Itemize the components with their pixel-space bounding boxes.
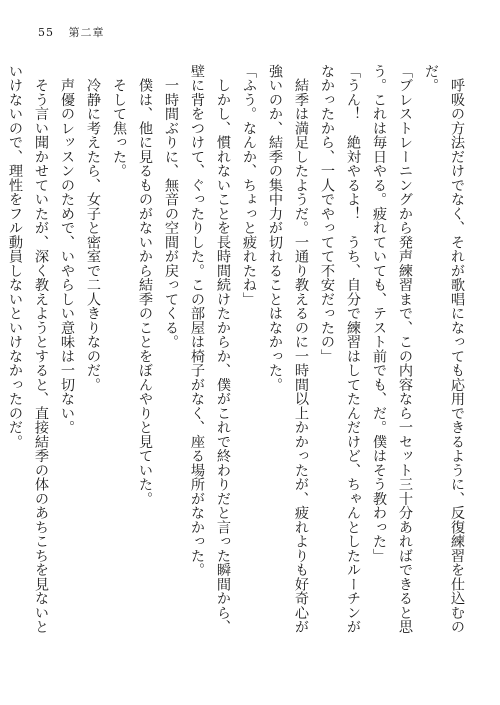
text-line: 冷静に考えたら、女子と密室で二人きりなのだ。 <box>85 64 101 392</box>
text-line: いけないので、理性をフル動員しないといけなかったのだ。 <box>7 64 23 449</box>
text-line: しかし、慣れないことを長時間続けたからか、僕がこれで終わりだと言った瞬間から、 <box>215 64 231 634</box>
text-line: 結季は満足したようだ。一通り教えるのに一時間以上かかったが、疲れよりも好奇心が <box>293 64 309 634</box>
text-line: そして焦った。 <box>111 64 127 178</box>
body-text <box>2 64 470 684</box>
running-header <box>38 24 105 40</box>
chapter-title: 第二章 <box>68 26 105 39</box>
page-number: 55 <box>38 26 54 39</box>
text-line: なかったから、一人でやってて不安だったの」 <box>319 64 335 364</box>
text-line: 「ブレストレーニングから発声練習まで、この内容なら一セット三十分あればできると思 <box>397 64 413 634</box>
text-line: う。これは毎日やる。疲れていても、テスト前でも、だ。僕はそう教わった」 <box>371 64 387 563</box>
text-line: 呼吸の方法だけでなく、それが歌唱になっても応用できるように、反復練習を仕込むの <box>449 64 465 634</box>
text-line: 僕は、他に見るものがないから結季のことをぼんやりと見ていた。 <box>137 64 153 506</box>
text-line: 一時間ぶりに、無音の空間が戻ってくる。 <box>163 64 179 349</box>
text-line: そう言い聞かせていたが、深く教えようとすると、直接結季の体のあちこちを見ないと <box>33 64 49 634</box>
text-line: 「うん！ 絶対やるよ！ うち、自分で練習はしてたんだけど、ちゃんとしたルーチンが <box>345 64 361 634</box>
text-line: 「ふう。なんか、ちょっと疲れたね」 <box>241 64 257 307</box>
text-line: 壁に背をつけて、ぐったりした。この部屋は椅子がなく、座る場所がなかった。 <box>189 64 205 577</box>
text-line: 声優のレッスンのためで、いやらしい意味は一切ない。 <box>59 64 75 435</box>
text-line: 強いのか、結季の集中力が切れることはなかった。 <box>267 64 283 392</box>
text-line: だ。 <box>423 64 439 93</box>
